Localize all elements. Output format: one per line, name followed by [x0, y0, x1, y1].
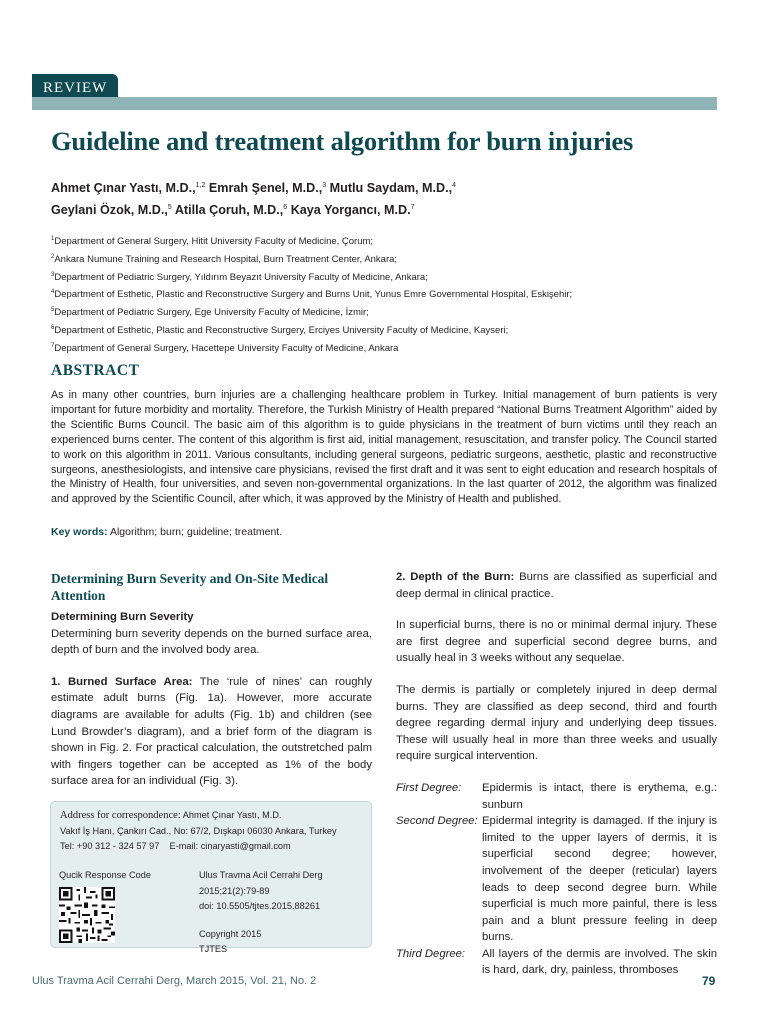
affiliation-line — [51, 321, 731, 339]
paragraph-depth — [396, 569, 717, 602]
affiliation-line — [51, 285, 731, 303]
degree-label: First Degree: — [396, 781, 462, 794]
degree-label: Second Degree: — [396, 815, 478, 828]
author-name: Geylani Özok, M.D., — [51, 203, 168, 217]
publisher: TJTES — [199, 944, 228, 954]
author-affiliation-number: 5 — [167, 204, 172, 211]
left-column — [51, 570, 372, 790]
degree-row — [396, 813, 717, 946]
affiliation-number: 6 — [51, 324, 55, 331]
qr-code-icon[interactable] — [59, 887, 115, 943]
page-number: 79 — [702, 974, 716, 988]
right-column — [396, 569, 717, 979]
paragraph-surface-area — [51, 674, 372, 790]
affiliation-text: Department of General Surgery, Hitit University Faculty of Medicine, Çorum; — [54, 236, 374, 247]
affiliation-line — [51, 268, 731, 286]
author-name: Ahmet Çınar Yastı, M.D., — [51, 181, 196, 195]
correspondence-street: Vakıf İş Hanı, Çankırı Cad., No: 67/2, Dışkapı 06030 Ankara, Turkey — [60, 825, 337, 836]
affiliation-list — [51, 232, 731, 357]
abstract-heading: ABSTRACT — [51, 362, 140, 379]
degree-row — [396, 780, 717, 813]
affiliation-line — [51, 250, 731, 268]
affiliation-line — [51, 232, 731, 250]
affiliation-text: Department of Pediatric Surgery, Yıldırım Beyazıt University Faculty of Medicine, Ankara; — [54, 271, 428, 283]
affiliation-number: 5 — [51, 307, 55, 314]
affiliation-text: Department of Esthetic, Plastic and Reconstructive Surgery and Burns Unit, Yunus Emre Governmental Hospital, Eskişehir; — [54, 289, 573, 301]
item-text: Burns are classified as superficial and deep dermal in clinical practice. — [396, 571, 717, 600]
author-name: Kaya Yorgancı, M.D. — [290, 203, 411, 217]
correspondence-address — [60, 808, 365, 855]
correspondence-contact: Tel: +90 312 - 324 57 97 E-mail: cinaryasti@gmail.com — [60, 841, 291, 851]
footer-journal: Ulus Travma Acil Cerrahi Derg, March 2015, Vol. 21, No. 2 — [32, 975, 317, 987]
affiliation-text: Ankara Numune Training and Research Hospital, Burn Treatment Center, Ankara; — [54, 253, 398, 265]
degree-label: Third Degree: — [396, 947, 466, 960]
author-affiliation-number: 7 — [410, 204, 415, 211]
author-affiliation-number: 1,2 — [195, 182, 206, 189]
copyright: Copyright 2015 — [199, 928, 262, 939]
affiliation-number: 4 — [51, 289, 55, 296]
correspondence-box — [50, 801, 372, 954]
author-affiliation-number: 6 — [283, 204, 288, 211]
degree-text: Epidermis is intact, there is erythema, e.g.: sunburn — [482, 781, 717, 811]
keywords-text: Algorithm; burn; guideline; treatment. — [109, 526, 283, 538]
item-label: 1. Burned Surface Area: — [51, 675, 193, 688]
subheading: Determining Burn Severity — [51, 611, 194, 623]
citation-journal: Ulus Travma Acil Cerrahi Derg — [199, 870, 323, 880]
section-tag: REVIEW — [32, 74, 118, 103]
item-text: The ‘rule of nines’ can roughly estimate adult burns (Fig. 1a). However, more accurate diagrams are available for adults (Fig. 1b) and children (see Lund Browder’s diagram), and a brief form of the diagram is shown in Fig. 2. For practical calculation, the outstretched palm with fingers together can be accepted as 1% of the body surface area for an individual (Fig. 3). — [51, 675, 372, 788]
item-label: 2. Depth of the Burn: — [396, 571, 515, 583]
correspondence-label: Address for correspondence: — [60, 810, 181, 821]
author-affiliation-number: 3 — [322, 182, 327, 189]
affiliation-line — [51, 303, 731, 321]
affiliation-text: Department of Esthetic, Plastic and Reconstructive Surgery, Erciyes University Faculty of Medicine, Kayseri; — [54, 324, 509, 336]
abstract-text: As in many other countries, burn injuries are a challenging healthcare problem in Turkey. Initial management of burn patients is very important for future morbidity and mortality. Therefore, the Turkish Ministry of Health prepared “National Burns Treatment Algorithm” aided by the Scientific Burns Council. The basic aim of this algorithm is to guide physicians in the treatment of burn victims until they reach an experienced burns center. The content of this algorithm is first aid, initial management, resuscitation, and transfer policy. The Council started to work on this algorithm in 2011. Various consultants, including general surgeons, pediatric surgeons, aesthetic, plastic and reconstructive surgeons, anesthesiologists, and intensive care physicians, revised the first draft and it was sent to eight education and research hospitals of the Ministry of Health, four universities, and seven non-governmental organizations. In the last quarter of 2012, the algorithm was finalized and approved by the Scientific Council, after which, it was approved by the Ministry of Health and published. — [51, 389, 717, 506]
affiliation-text: Department of Pediatric Surgery, Ege University Faculty of Medicine, İzmir; — [54, 307, 369, 319]
degree-text: Epidermal integrity is damaged. If the injury is limited to the upper layers of dermis, it is superficial second degree; however, involvement of the deeper (reticular) layers leads to deep second degree burn. While superficial is much more painful, there is less pain and a blunt pressure feeling in deep burns. — [482, 815, 717, 944]
citation-doi[interactable]: doi: 10.5505/tjtes.2015.88261 — [199, 901, 321, 911]
keywords-label: Key words: — [51, 526, 108, 538]
author-name: Mutlu Saydam, M.D., — [329, 181, 453, 195]
affiliation-number: 3 — [51, 271, 55, 278]
paragraph-deep: The dermis is partially or completely injured in deep dermal burns. They are classified as deep second, third and fourth degree regarding dermal injury and underlying deep tissues. These will usually heal in more than three weeks and usually require surgical intervention. — [396, 683, 717, 763]
affiliation-text: Department of General Surgery, Hacettepe University Faculty of Medicine, Ankara — [54, 342, 399, 354]
correspondence-name: Ahmet Çınar Yastı, M.D. — [182, 810, 282, 820]
author-list — [51, 176, 731, 220]
paragraph-superficial: In superficial burns, there is no or minimal dermal injury. These are first degree and superficial second degree burns, and usually heal in 3 weeks without any sequelae. — [396, 619, 717, 665]
author-affiliation-number: 4 — [452, 182, 457, 189]
article-title: Guideline and treatment algorithm for burn injuries — [51, 126, 634, 156]
keywords — [51, 526, 282, 538]
author-name: Emrah Şenel, M.D., — [208, 181, 323, 195]
section-heading: Determining Burn Severity and On-Site Medical Attention — [51, 571, 329, 603]
citation-block — [199, 868, 369, 958]
citation-volume: 2015;21(2):79-89 — [199, 885, 270, 896]
affiliation-number: 1 — [51, 236, 55, 242]
affiliation-number: 7 — [51, 342, 55, 349]
author-name: Atilla Çoruh, M.D., — [174, 203, 284, 217]
affiliation-number: 2 — [51, 253, 55, 260]
header-band — [32, 97, 717, 110]
affiliation-line — [51, 339, 731, 357]
degree-row — [396, 946, 717, 979]
paragraph-intro: Determining burn severity depends on the burned surface area, depth of burn and the involved body area. — [51, 627, 372, 657]
degree-text: All layers of the dermis are involved. The skin is hard, dark, dry, painless, thromboses — [482, 947, 717, 977]
qr-label: Qucik Response Code — [59, 870, 151, 880]
